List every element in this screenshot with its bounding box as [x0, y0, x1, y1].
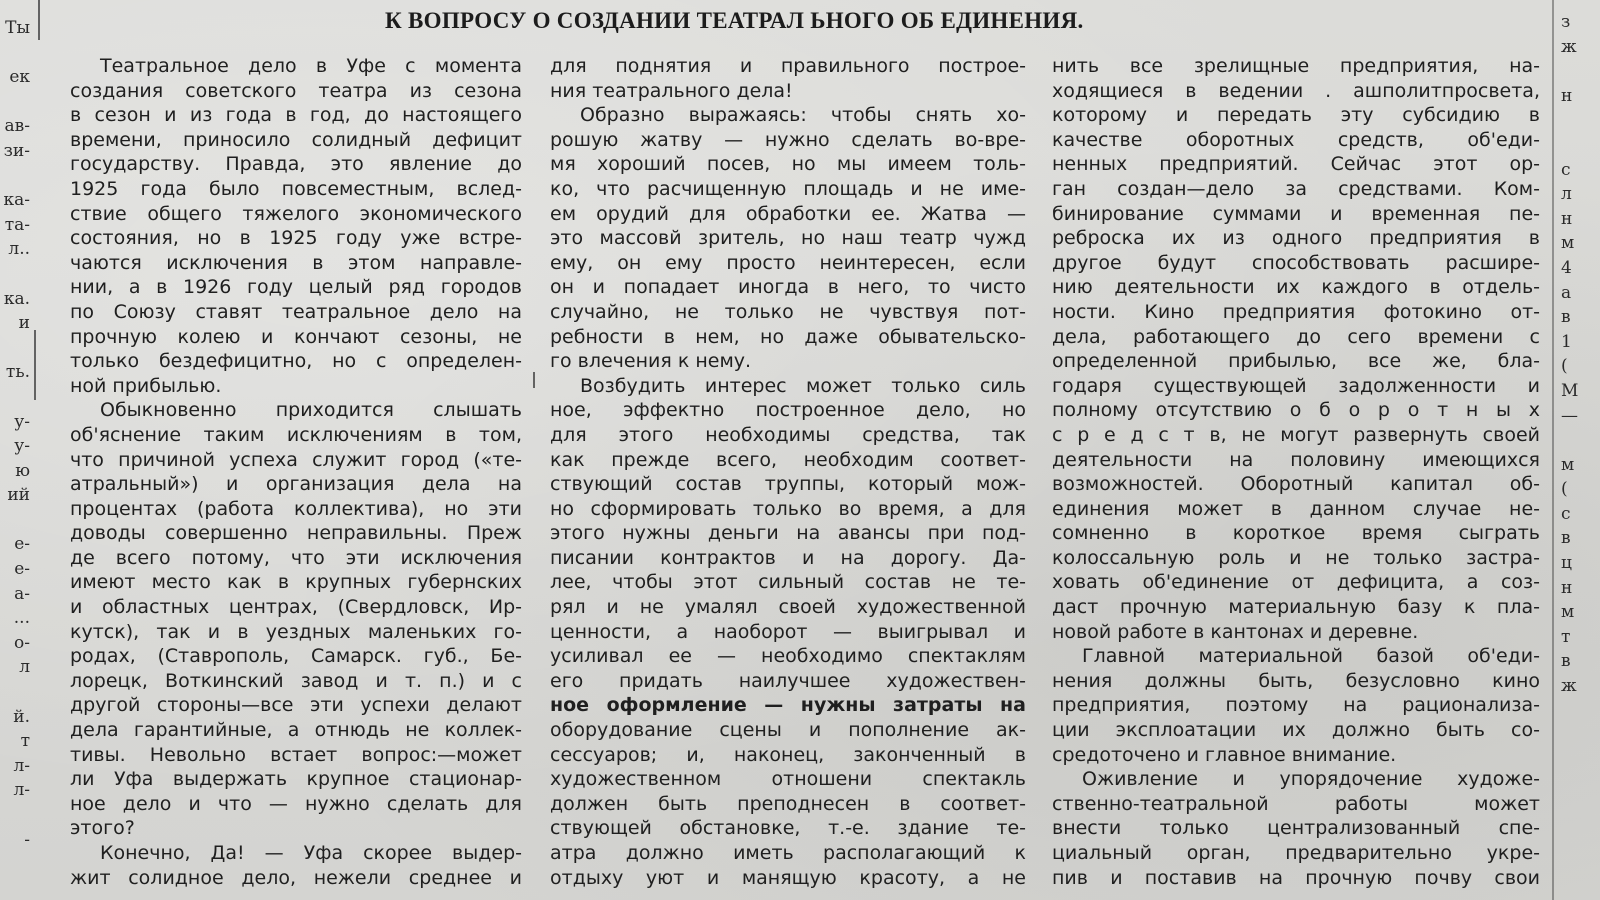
- text-line: ко, что расчищенную площадь и не име-: [550, 177, 1026, 200]
- text-line: Оживление и упорядочение художе-: [1082, 768, 1540, 791]
- margin-fragment: [0, 90, 30, 115]
- text-line: случайно, не только не чувствуя пот-: [550, 300, 1026, 323]
- margin-fragment: м: [1561, 233, 1575, 254]
- text-line: отдыху уют и манящую красоту, а не: [550, 866, 1026, 889]
- text-line: дела, работающего до сего времени с: [1052, 325, 1540, 348]
- margin-fragment: й.: [13, 706, 30, 727]
- text-line: де всего потому, что эти исключения: [70, 546, 522, 569]
- margin-fragment: л-: [13, 780, 30, 801]
- text-line: Конечно, Да! — Уфа скорее выдер-: [100, 842, 522, 864]
- margin-fragment: н: [1561, 208, 1573, 229]
- margin-fragment: ек: [9, 67, 30, 88]
- margin-fragment: ж: [1561, 36, 1577, 57]
- margin-fragment: ав-: [4, 116, 30, 137]
- text-line: что причиной успеха служит город («те-: [70, 448, 522, 471]
- text-line: определенной прибылью, все же, бла-: [1052, 350, 1540, 373]
- margin-fragment: з: [1561, 12, 1571, 32]
- text-line: нию деятельности их каждого в отдель-: [1052, 276, 1540, 299]
- margin-fragment: ка.: [3, 288, 30, 309]
- text-line: атра должно иметь располагающий к: [550, 842, 1026, 864]
- text-line: родах, (Ставрополь, Самарск. губ., Бе-: [70, 645, 522, 668]
- text-line: но сформировать только во время, а для: [550, 497, 1026, 520]
- text-line: колоссальную роль и не только застра-: [1052, 546, 1540, 569]
- margin-fragment: [0, 385, 30, 410]
- text-line: мя хороший посев, но мы имеем толь-: [550, 153, 1026, 176]
- text-line: сессуаров; и, наконец, законченный в: [550, 743, 1026, 766]
- text-line: атральный») и организация дела на: [70, 473, 522, 496]
- text-line: усиливал ее — необходимо спектаклям: [550, 645, 1026, 668]
- margin-fragment: м: [1561, 602, 1575, 623]
- text-line: лее, чтобы этот сильный состав не те-: [550, 571, 1026, 594]
- margin-fragment: в: [1561, 307, 1571, 328]
- text-line: бинирование суммами и временная пе-: [1052, 202, 1540, 225]
- text-line: пив и поставив на прочную почву свои: [1052, 866, 1540, 889]
- text-line: ствующей обстановке, т.-е. здание те-: [550, 817, 1026, 840]
- text-line: оборудование сцены и пополнение ак-: [550, 719, 1026, 742]
- margin-fragment: [0, 41, 30, 66]
- text-line: как прежде всего, необходим соответ-: [550, 448, 1026, 471]
- text-line: писании контрактов и на дорогу. Да-: [550, 546, 1026, 569]
- text-line: ган создан—дело за средствами. Ком-: [1052, 177, 1540, 200]
- text-line: ховать об'единение от дефицита, а соз-: [1052, 571, 1540, 594]
- text-line: реброска их из одного предприятия в: [1052, 227, 1540, 250]
- text-line: ное, эффектно построенное дело, но: [550, 399, 1026, 422]
- text-line: годаря существующей задолженности и: [1052, 374, 1540, 397]
- text-line: единения может в данном случае не-: [1052, 497, 1540, 520]
- margin-fragment: ж: [1561, 676, 1577, 697]
- text-line: качестве оборотных средств, об'еди-: [1052, 128, 1540, 151]
- text-line: об'яснение таким исключениям в том,: [70, 423, 522, 446]
- text-line: государству. Правда, это явление до: [70, 153, 522, 176]
- text-line: этого?: [70, 817, 135, 840]
- text-line: Обыкновенно приходится слышать: [100, 399, 522, 422]
- text-line: ное дело и что — нужно сделать для: [70, 792, 522, 815]
- article-column-right: [1052, 54, 1540, 890]
- text-line: по Союзу ставят театральное дело на: [70, 300, 522, 323]
- margin-fragment: н: [1561, 85, 1573, 106]
- text-line: с р е д с т в, не могут развернуть своей: [1052, 423, 1540, 446]
- margin-fragment: а-: [14, 583, 30, 604]
- margin-fragment: ц: [1561, 553, 1572, 574]
- text-line: ствие общего тяжелого экономического: [70, 202, 522, 225]
- text-line: ребности в нем, но даже обывательско-: [550, 325, 1026, 348]
- column-rule-mid-marker: [533, 372, 535, 388]
- margin-fragment: ка-: [3, 190, 30, 211]
- margin-fragment: 4: [1561, 257, 1572, 278]
- text-line: ной прибылью.: [70, 374, 222, 397]
- text-line: лорецк, Воткинский завод и т. п.) и с: [70, 669, 522, 692]
- margin-fragment: л-: [13, 755, 30, 776]
- text-line: рошую жатву — нужно сделать во-вре-: [550, 128, 1026, 151]
- text-line: он и попадает иногда в него, то чисто: [550, 276, 1026, 299]
- text-line: новой работе в кантонах и деревне.: [1052, 620, 1419, 643]
- article-column-left: [70, 54, 522, 890]
- text-line: ему, он ему просто неинтересен, если: [550, 251, 1026, 274]
- text-line: прочную колею и кончают сезоны, не: [70, 325, 522, 348]
- text-line: художественном отношени спектакль: [550, 768, 1026, 791]
- margin-fragment: —: [1561, 405, 1578, 426]
- text-line: 1925 года было повсеместным, вслед-: [70, 177, 522, 200]
- margin-fragment: (: [1561, 356, 1568, 377]
- text-line: в сезон и из года в год, до настоящего: [70, 104, 522, 127]
- right-margin-fragments: [1561, 10, 1600, 699]
- text-line: ния театрального дела!: [550, 79, 793, 102]
- margin-fragment: [1561, 133, 1600, 158]
- text-line: другое будут способствовать расшире-: [1052, 251, 1540, 274]
- text-line: ное оформление — нужны затраты на: [550, 694, 1026, 717]
- margin-fragment: [0, 508, 30, 533]
- margin-fragment: 1: [1561, 331, 1572, 352]
- column-rule-right: [1552, 0, 1554, 900]
- margin-fragment: в: [1561, 651, 1571, 672]
- text-line: нии, а в 1926 году целый ряд городов: [70, 276, 522, 299]
- margin-fragment: [0, 262, 30, 287]
- text-line: создания советского театра из сезона: [70, 79, 522, 102]
- text-line: сомненно в короткое время сыграть: [1052, 522, 1540, 545]
- margin-fragment: л..: [8, 239, 30, 260]
- text-line: циальный орган, предварительно укре-: [1052, 842, 1540, 864]
- article-headline: К ВОПРОСУ О СОЗДАНИИ ТЕАТРАЛ ЬНОГО ОБ ЕДИНЕНИЯ.: [385, 8, 1084, 33]
- text-line: го влечения к нему.: [550, 350, 752, 373]
- margin-fragment: с: [1561, 159, 1571, 180]
- margin-fragment: [1561, 428, 1600, 453]
- margin-fragment: зи-: [3, 140, 30, 161]
- text-line: ции эксплоатации их должно быть со-: [1052, 719, 1540, 742]
- margin-fragment: т: [1561, 626, 1571, 647]
- text-line: должен быть преподнесен в соответ-: [550, 792, 1026, 815]
- text-line: ности. Кино предприятия фотокино от-: [1052, 300, 1540, 323]
- text-line: ствующий состав труппы, который мож-: [550, 473, 1026, 496]
- margin-fragment: л: [19, 657, 30, 678]
- text-line: Главной материальной базой об'еди-: [1082, 645, 1540, 668]
- text-line: полному отсутствию о б о р о т н ы х: [1052, 399, 1540, 422]
- text-line: Театральное дело в Уфе с момента: [100, 55, 522, 77]
- text-line: которому и передать эту субсидию в: [1052, 104, 1540, 127]
- margin-fragment: [0, 336, 30, 361]
- text-line: ходящиеся в ведении . ашполитпросвета,: [1052, 79, 1540, 102]
- margin-fragment: о-: [14, 632, 30, 653]
- margin-fragment: е-: [14, 534, 30, 555]
- text-line: даст прочную материальную базу к пла-: [1052, 596, 1540, 619]
- text-line: внести только централизованный спе-: [1052, 817, 1540, 840]
- margin-fragment: в: [1561, 528, 1571, 549]
- margin-fragment: М: [1561, 380, 1579, 401]
- text-line: дела гарантийные, а отнюдь не коллек-: [70, 719, 522, 742]
- margin-fragment: ть.: [5, 362, 30, 383]
- text-line: и областных центрах, (Свердловск, Ир-: [70, 596, 522, 619]
- margin-fragment: [0, 164, 30, 189]
- text-line: ем орудий для обработки ее. Жатва —: [550, 202, 1026, 225]
- text-line: предприятия, поэтому на рационализа-: [1052, 694, 1540, 717]
- text-line: времени, приносило солидный дефицит: [70, 128, 522, 151]
- margin-fragment: н: [1561, 577, 1573, 598]
- text-line: тивы. Невольно встает вопрос:—может: [70, 743, 522, 766]
- column-rule-left-top: [38, 0, 40, 40]
- text-line: только бездефицитно, но с определен-: [70, 350, 522, 373]
- text-line: имеют место как в крупных губернских: [70, 571, 522, 594]
- margin-fragment: т: [20, 731, 30, 752]
- article-column-middle: [550, 54, 1026, 890]
- text-line: средоточено и главное внимание.: [1052, 743, 1397, 766]
- margin-fragment: [0, 680, 30, 705]
- margin-fragment: е-: [14, 559, 30, 580]
- text-line: этого нужны деньги на авансы при под-: [550, 522, 1026, 545]
- text-line: возможностей. Оборотный капитал об-: [1052, 473, 1540, 496]
- text-line: чаются исключения в этом направле-: [70, 251, 522, 274]
- text-line: его придать наилучшее художествен-: [550, 669, 1026, 692]
- text-line: процентах (работа коллектива), но эти: [70, 497, 522, 520]
- text-line: другой стороны—все эти успехи делают: [70, 694, 522, 717]
- text-line: жит солидное дело, нежели среднее и: [70, 866, 522, 889]
- margin-fragment: с: [1561, 503, 1571, 524]
- text-line: для этого необходимы средства, так: [550, 423, 1026, 446]
- left-margin-fragments: [0, 16, 30, 852]
- margin-fragment: (: [1561, 479, 1568, 500]
- margin-fragment: [1561, 59, 1600, 84]
- margin-fragment: м: [1561, 454, 1575, 475]
- text-line: ли Уфа выдержать крупное стационар-: [70, 768, 522, 791]
- text-line: нить все зрелищные предприятия, на-: [1052, 55, 1540, 77]
- text-line: Образно выражаясь: чтобы снять хо-: [580, 104, 1026, 127]
- text-line: для поднятия и правильного построе-: [550, 55, 1026, 77]
- column-rule-left: [34, 330, 36, 400]
- margin-fragment: -: [24, 829, 30, 850]
- text-line: ценности, а наоборот — выигрывал и: [550, 620, 1026, 643]
- text-line: ственно-театральной работы может: [1052, 792, 1540, 815]
- margin-fragment: у-: [14, 411, 30, 432]
- text-line: состояния, но в 1925 году уже встре-: [70, 227, 522, 250]
- margin-fragment: л: [1561, 184, 1572, 205]
- margin-fragment: та-: [4, 214, 30, 235]
- text-line: доводы совершенно неправильны. Преж: [70, 522, 522, 545]
- margin-fragment: Ты: [5, 18, 30, 38]
- margin-fragment: ю: [15, 460, 30, 481]
- margin-fragment: ий: [7, 485, 30, 506]
- text-line: кутск), так и в уездных маленьких го-: [70, 620, 522, 643]
- text-line: нения должны быть, безусловно кино: [1052, 669, 1540, 692]
- margin-fragment: у-: [14, 436, 30, 457]
- margin-fragment: [1561, 108, 1600, 133]
- text-line: Возбудить интерес может только силь: [580, 374, 1026, 397]
- margin-fragment: а: [1561, 282, 1572, 303]
- margin-fragment: [0, 803, 30, 828]
- text-line: рял и не умалял своей художественной: [550, 596, 1026, 619]
- margin-fragment: и: [18, 313, 30, 334]
- text-line: ненных предприятий. Сейчас этот ор-: [1052, 153, 1540, 176]
- text-line: деятельности на половину имеющихся: [1052, 448, 1540, 471]
- margin-fragment: ...: [13, 608, 30, 629]
- text-line: это массовй зритель, но наш театр чужд: [550, 227, 1026, 250]
